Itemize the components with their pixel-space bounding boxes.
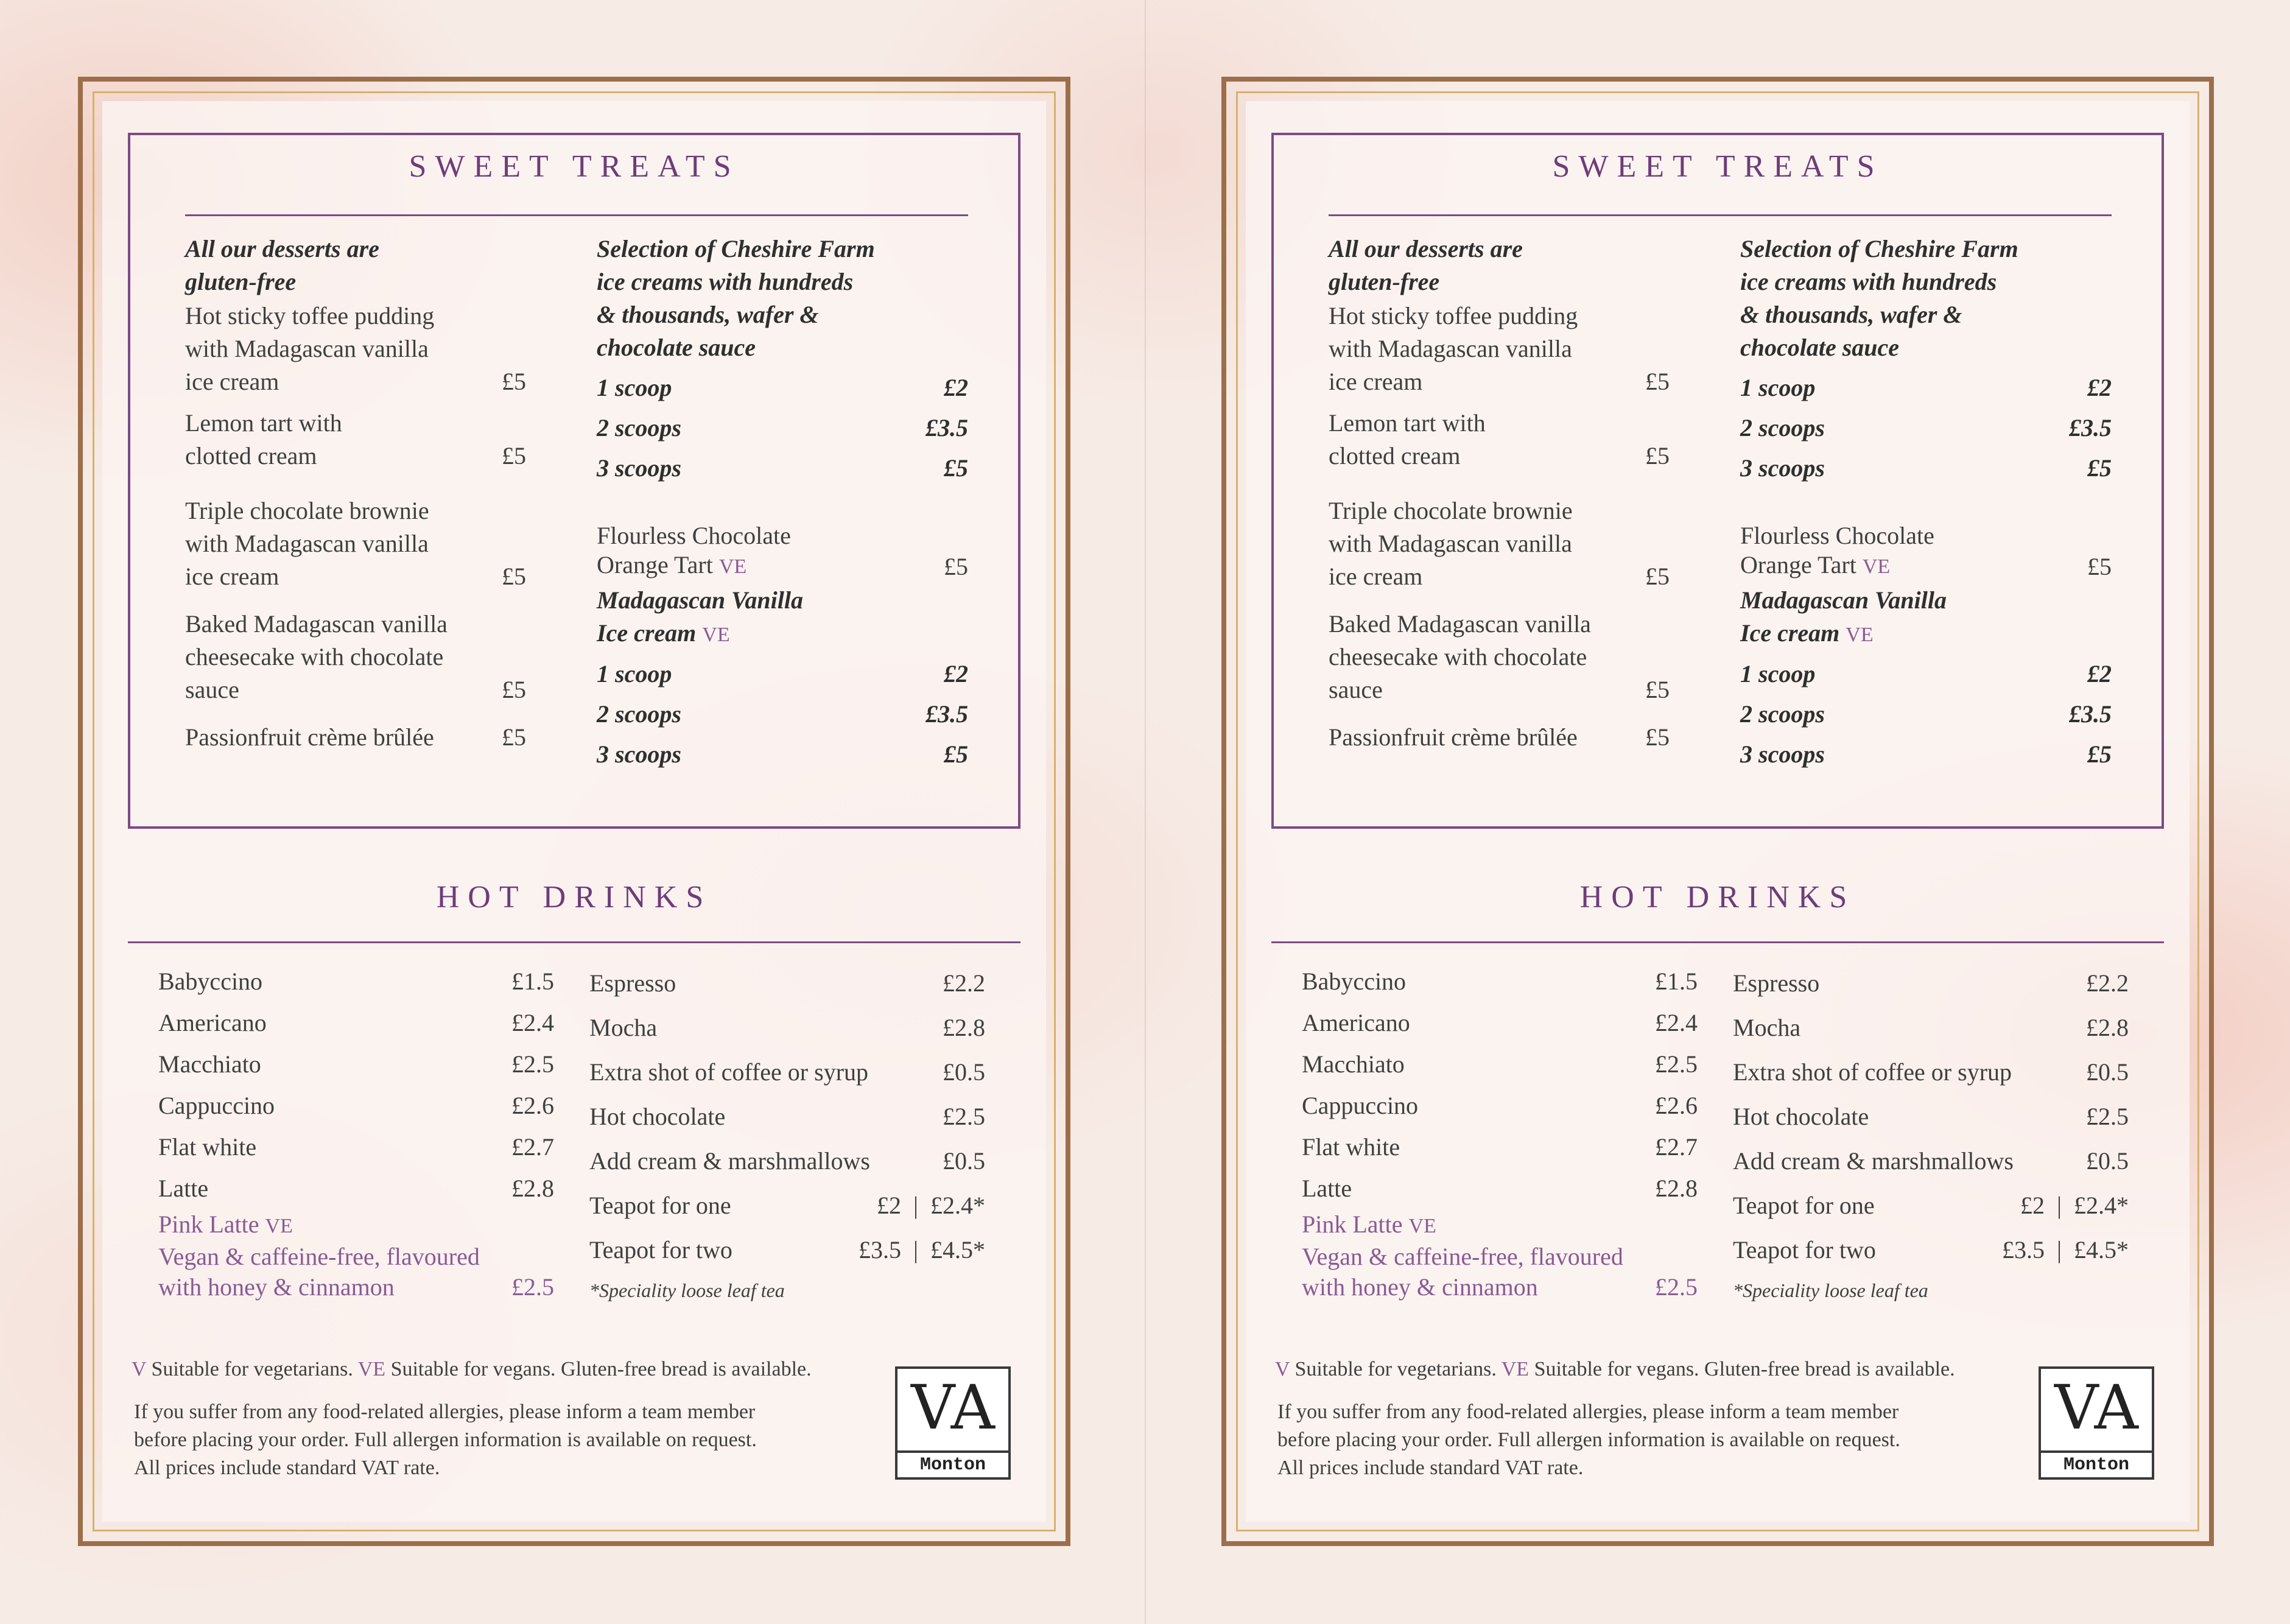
pink-latte-desc: with honey & cinnamon xyxy=(1302,1273,1538,1301)
drink-label: Latte xyxy=(158,1175,209,1202)
sweet-treats-box xyxy=(1271,133,2164,829)
dessert-item xyxy=(1329,721,1670,754)
legend-text: Suitable for vegans. Gluten-free bread is available. xyxy=(385,1358,812,1380)
pink-latte-price: £2.5 xyxy=(1655,1273,1698,1301)
vanilla-option xyxy=(597,658,968,691)
dessert-text: Hot sticky toffee pudding xyxy=(1329,302,1578,329)
vegan-tag: VE xyxy=(1408,1215,1436,1237)
drink-label: Cappuccino xyxy=(1302,1092,1419,1119)
dessert-text: with Madagascan vanilla xyxy=(1329,335,1572,362)
drink-label: Teapot for two xyxy=(1733,1236,1876,1264)
dessert-item xyxy=(185,721,526,754)
dessert-item xyxy=(1329,608,1670,706)
dessert-text: ice cream xyxy=(185,368,279,395)
option-label: 2 scoops xyxy=(1740,700,1825,728)
dessert-text: Lemon tart with xyxy=(1329,409,1486,437)
drinks-left-column xyxy=(158,961,554,1302)
vegan-tag: VE xyxy=(1846,624,1874,646)
vanilla-option xyxy=(1740,698,2112,731)
icecream-option xyxy=(597,452,968,485)
legend-text: Suitable for vegetarians. xyxy=(146,1358,358,1380)
drink-label: Espresso xyxy=(1733,969,1820,997)
dessert-item xyxy=(185,494,526,593)
vanilla-option xyxy=(597,738,968,771)
drink-item xyxy=(589,1005,985,1050)
logo-place: Monton xyxy=(2041,1450,2152,1477)
drink-item xyxy=(158,1168,554,1209)
icecream-option xyxy=(597,371,968,404)
dessert-text: ice cream xyxy=(185,563,279,590)
drink-item xyxy=(589,1183,985,1228)
drink-label: Latte xyxy=(1302,1175,1352,1202)
pink-latte-item xyxy=(158,1209,554,1302)
drink-price: £2 | £2.4* xyxy=(2020,1192,2129,1219)
icecream-column xyxy=(597,233,968,771)
allergy-line: before placing your order. Full allergen information is available on request. xyxy=(1277,1429,1900,1451)
dessert-text: Triple chocolate brownie xyxy=(1329,497,1573,524)
drink-label: Espresso xyxy=(589,969,676,997)
drink-price: £2.5 xyxy=(2086,1103,2129,1130)
drink-label: Teapot for one xyxy=(589,1192,731,1219)
hot-drinks-rule xyxy=(1271,941,2164,943)
option-label: 1 scoop xyxy=(597,374,672,401)
tart-item xyxy=(1740,521,2112,582)
drink-price: £2.8 xyxy=(943,1014,985,1041)
allergy-line: before placing your order. Full allergen information is available on request. xyxy=(134,1429,757,1451)
option-price: £2 xyxy=(944,374,968,401)
icecream-option xyxy=(1740,412,2112,445)
dessert-price: £5 xyxy=(502,676,526,703)
icecream-column xyxy=(1740,233,2112,771)
vanilla-title: Ice cream xyxy=(597,619,697,647)
tart-text: Orange Tart xyxy=(597,551,713,578)
sweet-treats-rule xyxy=(1329,214,2112,216)
drinks-right-column xyxy=(589,961,985,1309)
drinks-right-column xyxy=(1733,961,2129,1309)
dessert-item xyxy=(185,300,526,398)
spread-fold xyxy=(1145,0,1146,1624)
vegan-tag: VE xyxy=(265,1215,293,1237)
option-price: £2 xyxy=(2087,660,2112,687)
tea-note: *Speciality loose leaf tea xyxy=(1733,1279,1928,1301)
drink-label: Babyccino xyxy=(158,968,263,995)
allergy-notice xyxy=(134,1398,925,1482)
drink-item xyxy=(1733,1228,2129,1272)
drink-label: Babyccino xyxy=(1302,968,1407,995)
dessert-text: Hot sticky toffee pudding xyxy=(185,302,435,329)
drink-label: Add cream & marshmallows xyxy=(589,1147,870,1175)
option-price: £3.5 xyxy=(925,700,968,728)
option-label: 2 scoops xyxy=(597,414,681,441)
drink-label: Macchiato xyxy=(1302,1050,1405,1078)
drink-item xyxy=(1733,1139,2129,1183)
dessert-price: £5 xyxy=(1645,676,1670,703)
drink-price: £2.7 xyxy=(511,1133,554,1161)
pink-latte-desc: with honey & cinnamon xyxy=(158,1273,395,1301)
option-label: 2 scoops xyxy=(1740,414,1825,441)
drink-label: Macchiato xyxy=(158,1050,261,1078)
drink-label: Mocha xyxy=(1733,1014,1801,1041)
drink-price: £3.5 | £4.5* xyxy=(2001,1236,2129,1264)
dessert-text: Baked Madagascan vanilla xyxy=(185,610,448,638)
drink-item xyxy=(1302,1044,1698,1085)
icecream-option xyxy=(1740,371,2112,404)
dessert-text: clotted cream xyxy=(185,442,317,469)
dessert-item xyxy=(185,608,526,706)
dessert-item xyxy=(1329,407,1670,473)
drink-price: £2.8 xyxy=(511,1175,554,1202)
drink-price: £2.5 xyxy=(943,1103,985,1130)
drink-label: Extra shot of coffee or syrup xyxy=(589,1058,869,1086)
dessert-text: clotted cream xyxy=(1329,442,1461,469)
option-label: 3 scoops xyxy=(1740,454,1825,482)
dessert-text: with Madagascan vanilla xyxy=(185,530,429,557)
drink-item xyxy=(1733,1183,2129,1228)
drink-price: £2.5 xyxy=(511,1050,554,1078)
option-price: £5 xyxy=(944,454,968,482)
logo-place: Monton xyxy=(897,1450,1008,1477)
drink-label: Teapot for one xyxy=(1733,1192,1875,1219)
drink-item xyxy=(589,961,985,1005)
sweet-treats-title: SWEET TREATS xyxy=(1552,149,1883,184)
dessert-text: ice cream xyxy=(1329,563,1423,590)
drink-price: £2.6 xyxy=(1655,1092,1698,1119)
tart-price: £5 xyxy=(944,553,968,580)
option-label: 2 scoops xyxy=(597,700,681,728)
dessert-text: with Madagascan vanilla xyxy=(1329,530,1572,557)
dietary-legend xyxy=(1275,1355,2103,1383)
drink-item xyxy=(1302,961,1698,1002)
dessert-text: Triple chocolate brownie xyxy=(185,497,429,524)
option-label: 3 scoops xyxy=(597,454,681,482)
dessert-price: £5 xyxy=(1645,563,1670,590)
drink-label: Americano xyxy=(1302,1009,1410,1036)
sweet-treats-box xyxy=(128,133,1020,829)
vegan-tag: VE xyxy=(1862,555,1891,578)
drink-price: £2.6 xyxy=(511,1092,554,1119)
dessert-item xyxy=(185,407,526,473)
tart-text: Flourless Chocolate xyxy=(1740,522,1934,549)
dessert-price: £5 xyxy=(1645,368,1670,395)
drink-price: £2 | £2.4* xyxy=(876,1192,985,1219)
va-monton-logo xyxy=(895,1366,1011,1480)
option-price: £5 xyxy=(2087,454,2112,482)
dessert-text: ice cream xyxy=(1329,368,1423,395)
legend-text: Suitable for vegans. Gluten-free bread is available. xyxy=(1529,1358,1955,1380)
option-label: 3 scoops xyxy=(1740,740,1825,768)
icecream-option xyxy=(1740,452,2112,485)
hot-drinks-title: HOT DRINKS xyxy=(1579,880,1856,915)
tart-price: £5 xyxy=(2087,553,2112,580)
drink-price: £2.2 xyxy=(2086,969,2129,997)
dessert-text: sauce xyxy=(1329,676,1383,703)
option-price: £2 xyxy=(944,660,968,687)
vanilla-title: Ice cream xyxy=(1740,619,1840,647)
dessert-price: £5 xyxy=(502,723,526,751)
pink-latte-desc: Vegan & caffeine-free, flavoured xyxy=(1302,1243,1623,1270)
dessert-price: £5 xyxy=(1645,442,1670,469)
drink-label: Hot chocolate xyxy=(589,1103,726,1130)
drink-item xyxy=(1733,1094,2129,1139)
desserts-intro-line: All our desserts are xyxy=(1329,235,1523,262)
option-label: 3 scoops xyxy=(597,740,681,768)
drink-label: Mocha xyxy=(589,1014,658,1041)
drink-price: £1.5 xyxy=(1655,968,1698,995)
drink-item xyxy=(158,1127,554,1168)
pink-latte-name: Pink Latte xyxy=(158,1211,259,1238)
drink-item xyxy=(589,1050,985,1094)
desserts-column xyxy=(185,233,526,754)
drink-item xyxy=(589,1139,985,1183)
drink-price: £3.5 | £4.5* xyxy=(858,1236,985,1264)
icecream-intro-line: Selection of Cheshire Farm xyxy=(1740,235,2018,262)
vegan-tag: VE xyxy=(718,555,747,578)
sweet-treats-title: SWEET TREATS xyxy=(409,149,740,184)
dessert-text: sauce xyxy=(185,676,239,703)
drink-item xyxy=(589,1228,985,1272)
drink-item xyxy=(589,1094,985,1139)
drinks-left-column xyxy=(1302,961,1698,1302)
allergy-notice xyxy=(1277,1398,2069,1482)
vegan-tag: VE xyxy=(357,1358,386,1380)
allergy-line: If you suffer from any food-related allergies, please inform a team member xyxy=(1277,1401,1899,1423)
drink-price: £2.8 xyxy=(1655,1175,1698,1202)
tart-text: Orange Tart xyxy=(1740,551,1856,578)
vanilla-option xyxy=(597,698,968,731)
icecream-intro-line: Selection of Cheshire Farm xyxy=(597,235,875,262)
drink-item xyxy=(158,1044,554,1085)
pink-latte-item xyxy=(1302,1209,1698,1302)
dessert-item xyxy=(1329,494,1670,593)
vanilla-title: Madagascan Vanilla xyxy=(1740,586,1947,614)
desserts-intro-line: gluten-free xyxy=(1329,268,1440,295)
tea-note: *Speciality loose leaf tea xyxy=(589,1279,785,1301)
drink-price: £0.5 xyxy=(2086,1058,2129,1086)
dessert-text: with Madagascan vanilla xyxy=(185,335,429,362)
option-price: £3.5 xyxy=(2069,700,2112,728)
option-label: 1 scoop xyxy=(1740,660,1816,687)
vanilla-title: Madagascan Vanilla xyxy=(597,586,803,614)
drink-item xyxy=(1302,1127,1698,1168)
vegan-tag: VE xyxy=(702,624,730,646)
desserts-intro-line: All our desserts are xyxy=(185,235,379,262)
dessert-item xyxy=(1329,300,1670,398)
option-price: £5 xyxy=(944,740,968,768)
pink-latte-price: £2.5 xyxy=(511,1273,554,1301)
icecream-intro-line: chocolate sauce xyxy=(1740,334,1900,361)
drink-price: £2.4 xyxy=(1655,1009,1698,1036)
dessert-text: cheesecake with chocolate xyxy=(185,643,444,670)
drink-price: £0.5 xyxy=(943,1058,985,1086)
dessert-text: Passionfruit crème brûlée xyxy=(1329,723,1578,751)
tart-text: Flourless Chocolate xyxy=(597,522,791,549)
drink-item xyxy=(158,1085,554,1127)
drink-item xyxy=(158,961,554,1002)
drink-item xyxy=(1733,1050,2129,1094)
option-label: 1 scoop xyxy=(1740,374,1816,401)
drink-item xyxy=(158,1002,554,1044)
drink-item xyxy=(1733,1005,2129,1050)
vegan-tag: VE xyxy=(1501,1358,1530,1380)
menu-page-left xyxy=(78,77,1070,1546)
dessert-price: £5 xyxy=(502,563,526,590)
icecream-intro-line: ice creams with hundreds xyxy=(597,268,854,295)
drink-label: Flat white xyxy=(158,1133,257,1161)
allergy-line: All prices include standard VAT rate. xyxy=(1277,1457,1584,1479)
drink-label: Hot chocolate xyxy=(1733,1103,1869,1130)
drink-label: Flat white xyxy=(1302,1133,1400,1161)
dessert-text: Lemon tart with xyxy=(185,409,342,437)
hot-drinks-rule xyxy=(128,941,1020,943)
drink-price: £0.5 xyxy=(943,1147,985,1175)
desserts-intro-line: gluten-free xyxy=(185,268,297,295)
vegetarian-tag: V xyxy=(132,1358,146,1380)
drink-price: £0.5 xyxy=(2086,1147,2129,1175)
desserts-column xyxy=(1329,233,1670,754)
icecream-intro-line: chocolate sauce xyxy=(597,334,756,361)
hot-drinks-title: HOT DRINKS xyxy=(436,880,712,915)
drink-item xyxy=(1733,961,2129,1005)
dessert-price: £5 xyxy=(502,368,526,395)
option-label: 1 scoop xyxy=(597,660,672,687)
drink-item xyxy=(1302,1168,1698,1209)
logo-mark: VA xyxy=(911,1372,995,1443)
icecream-intro-line: & thousands, wafer & xyxy=(1740,301,1962,328)
dietary-legend xyxy=(132,1355,960,1383)
drink-label: Cappuccino xyxy=(158,1092,275,1119)
vanilla-option xyxy=(1740,738,2112,771)
dessert-text: Passionfruit crème brûlée xyxy=(185,723,434,751)
menu-page-right xyxy=(1221,77,2214,1546)
legend-text: Suitable for vegetarians. xyxy=(1289,1358,1501,1380)
option-price: £5 xyxy=(2087,740,2112,768)
tart-item xyxy=(597,521,968,582)
drink-item xyxy=(1302,1002,1698,1044)
option-price: £3.5 xyxy=(925,414,968,441)
icecream-option xyxy=(597,412,968,445)
drink-item xyxy=(1302,1085,1698,1127)
dessert-text: cheesecake with chocolate xyxy=(1329,643,1587,670)
pink-latte-desc: Vegan & caffeine-free, flavoured xyxy=(158,1243,480,1270)
drink-price: £2.7 xyxy=(1655,1133,1698,1161)
va-monton-logo xyxy=(2039,1366,2154,1480)
logo-mark: VA xyxy=(2054,1372,2138,1443)
option-price: £2 xyxy=(2087,374,2112,401)
drink-price: £1.5 xyxy=(511,968,554,995)
pink-latte-name: Pink Latte xyxy=(1302,1211,1403,1238)
drink-price: £2.5 xyxy=(1655,1050,1698,1078)
icecream-intro-line: ice creams with hundreds xyxy=(1740,268,1997,295)
drink-price: £2.8 xyxy=(2086,1014,2129,1041)
icecream-intro-line: & thousands, wafer & xyxy=(597,301,819,328)
drink-label: Teapot for two xyxy=(589,1236,732,1264)
drink-label: Americano xyxy=(158,1009,267,1036)
allergy-line: All prices include standard VAT rate. xyxy=(134,1457,440,1479)
option-price: £3.5 xyxy=(2069,414,2112,441)
drink-price: £2.4 xyxy=(511,1009,554,1036)
vanilla-option xyxy=(1740,658,2112,691)
dessert-text: Baked Madagascan vanilla xyxy=(1329,610,1591,638)
drink-price: £2.2 xyxy=(943,969,985,997)
drink-label: Add cream & marshmallows xyxy=(1733,1147,2014,1175)
drink-label: Extra shot of coffee or syrup xyxy=(1733,1058,2012,1086)
allergy-line: If you suffer from any food-related allergies, please inform a team member xyxy=(134,1401,756,1423)
vegetarian-tag: V xyxy=(1275,1358,1290,1380)
dessert-price: £5 xyxy=(502,442,526,469)
dessert-price: £5 xyxy=(1645,723,1670,751)
sweet-treats-rule xyxy=(185,214,968,216)
